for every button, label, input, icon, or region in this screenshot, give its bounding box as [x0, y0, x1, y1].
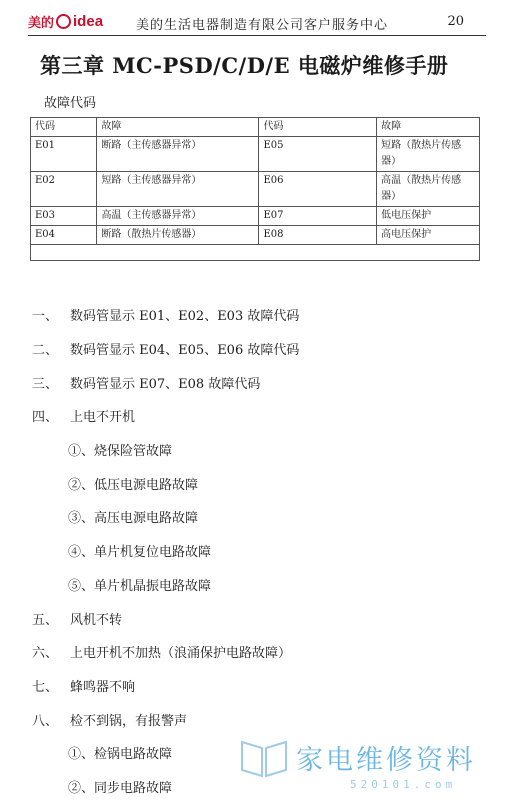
list-text: ④、单片机复位电路故障: [68, 545, 212, 561]
list-item: [32, 332, 299, 366]
table-cell: E03: [31, 207, 97, 226]
list-number: 一、: [32, 309, 59, 325]
header-rule: [28, 35, 486, 36]
chapter-title: 第三章 MC-PSD/C/D/E 电磁炉维修手册: [40, 53, 449, 78]
section-label: 故障代码: [44, 96, 97, 111]
list-item: [32, 399, 299, 433]
table-row: [31, 207, 480, 226]
list-text: 风机不转: [70, 612, 123, 628]
page-number: 20: [447, 14, 464, 29]
table-cell: E04: [31, 226, 97, 245]
table-row: [31, 137, 480, 172]
table-cell: E05: [259, 137, 377, 172]
table-cell: E01: [31, 137, 97, 172]
logo-chinese: 美的: [28, 15, 55, 31]
list-number: 六、: [32, 646, 59, 662]
table-cell: 高温（主传感器异常）: [97, 207, 259, 226]
list-number: 五、: [32, 612, 59, 628]
watermark-url: 520101.com: [350, 778, 457, 791]
list-item: [32, 702, 299, 736]
list-subitem: [32, 433, 299, 467]
table-cell: 断路（主传感器异常）: [97, 137, 259, 172]
list-text: ①、烧保险管故障: [68, 444, 173, 460]
table-cell: E08: [259, 226, 377, 245]
header-title: 美的生活电器制造有限公司客户服务中心: [136, 18, 389, 33]
table-cell: E06: [259, 172, 377, 207]
header-cell: 故障: [377, 118, 480, 137]
empty-cell: [31, 245, 480, 261]
list-text: 蜂鸣器不响: [70, 679, 136, 695]
midea-logo: [28, 10, 103, 32]
watermark-text: 家电维修资料: [296, 745, 476, 776]
list-number: 八、: [32, 713, 59, 729]
list-text: 数码管显示 E04、E05、E06 故障代码: [70, 343, 300, 359]
logo-english: idea: [73, 12, 104, 30]
header-cell: 故障: [97, 118, 259, 137]
list-text: ②、低压电源电路故障: [68, 477, 199, 493]
list-text: 上电开机不加热（浪涌保护电路故障）: [70, 646, 292, 662]
list-subitem: [32, 500, 299, 534]
list-subitem: [32, 466, 299, 500]
list-item: [32, 669, 299, 703]
list-text: 上电不开机: [70, 410, 136, 426]
page-header: [28, 10, 486, 36]
list-item: [32, 365, 299, 399]
fault-code-table: [30, 117, 480, 261]
table-cell: 短路（主传感器异常）: [97, 172, 259, 207]
list-text: ③、高压电源电路故障: [68, 511, 199, 527]
list-item: [32, 298, 299, 332]
watermark: [238, 734, 518, 806]
table-cell: 高温（散热片传感器）: [377, 172, 480, 207]
table-row: [31, 172, 480, 207]
table-empty-row: [31, 245, 480, 261]
list-text: ①、检锅电路故障: [68, 747, 173, 763]
list-text: ⑤、单片机晶振电路故障: [68, 578, 212, 594]
header-cell: 代码: [259, 118, 377, 137]
table-cell: 低电压保护: [377, 207, 480, 226]
list-text: ②、同步电路故障: [68, 780, 173, 796]
list-text: 数码管显示 E07、E08 故障代码: [70, 376, 261, 392]
list-number: 四、: [32, 410, 59, 426]
list-subitem: [32, 568, 299, 602]
table-cell: 断路（散热片传感器）: [97, 226, 259, 245]
table-cell: E02: [31, 172, 97, 207]
table-header-row: [31, 118, 480, 137]
list-number: 二、: [32, 343, 59, 359]
list-item: [32, 635, 299, 669]
list-item: [32, 601, 299, 635]
fault-list: [32, 298, 299, 803]
list-number: 七、: [32, 679, 59, 695]
logo-m-icon: [56, 14, 71, 29]
list-text: 数码管显示 E01、E02、E03 故障代码: [70, 309, 300, 325]
table-cell: 高电压保护: [377, 226, 480, 245]
table-cell: E07: [259, 207, 377, 226]
table-row: [31, 226, 480, 245]
header-cell: 代码: [31, 118, 97, 137]
list-number: 三、: [32, 376, 59, 392]
list-text: 检不到锅，有报警声: [70, 713, 188, 729]
list-subitem: [32, 534, 299, 568]
table-cell: 短路（散热片传感器）: [377, 137, 480, 172]
book-icon: [238, 736, 290, 780]
